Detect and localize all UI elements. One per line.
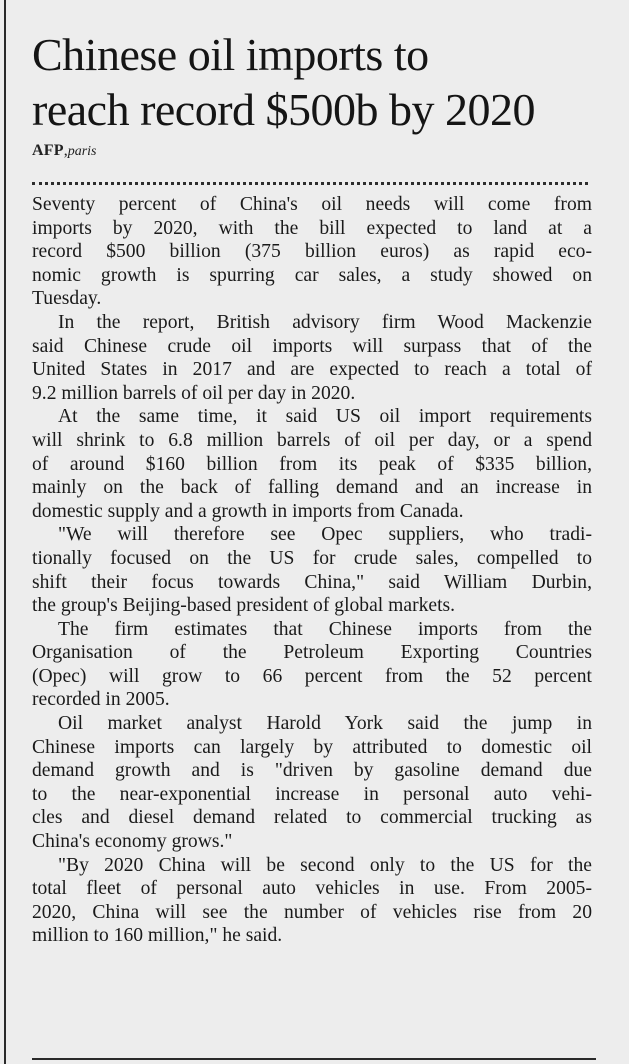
article-paragraph — [32, 712, 592, 854]
article-line: mainly on the back of falling demand and an increase in — [32, 477, 592, 499]
article-line: to the near-exponential increase in personal auto vehi- — [32, 783, 592, 805]
dotted-divider — [32, 182, 588, 185]
byline-agency: AFP — [32, 142, 64, 159]
article-line: the group's Beijing-based president of global markets. — [32, 595, 456, 617]
article-line: China's economy grows." — [32, 831, 233, 853]
article-paragraph — [32, 311, 592, 405]
column-rule-left — [4, 0, 6, 1064]
article-line: Organisation of the Petroleum Exporting Countries — [32, 642, 592, 664]
byline-city: paris — [67, 144, 97, 159]
byline-separator: , — [63, 142, 68, 159]
article-line: nomic growth is spurring car sales, a study showed on — [32, 264, 592, 286]
article-line: record $500 billion (375 billion euros) as rapid eco- — [32, 241, 592, 263]
article-line: said Chinese crude oil imports will surpass that of the — [32, 335, 592, 357]
article-line: cles and diesel demand related to commercial trucking as — [32, 807, 592, 829]
article-line: recorded in 2005. — [32, 689, 170, 711]
article-body — [32, 193, 592, 948]
article-line: 9.2 million barrels of oil per day in 2020. — [32, 382, 356, 404]
article-paragraph — [32, 405, 592, 523]
article-line: 2020, China will see the number of vehicles rise from 20 — [32, 901, 592, 923]
article-line: shift their focus towards China," said William Durbin, — [32, 571, 592, 593]
article-paragraph — [32, 854, 592, 948]
article-line: will shrink to 6.8 million barrels of oil per day, or a spend — [32, 429, 592, 451]
headline-line-2: reach record $500b by 2020 — [32, 84, 536, 135]
article-line: of around $160 billion from its peak of $335 billion, — [32, 453, 592, 475]
article-paragraph — [32, 523, 592, 617]
article-paragraph — [32, 618, 592, 712]
article-line: million to 160 million," he said. — [32, 925, 283, 947]
article-line: In the report, British advisory firm Wood Mackenzie — [58, 311, 592, 333]
article-line: Seventy percent of China's oil needs will come from — [32, 194, 592, 215]
byline — [32, 141, 97, 162]
bottom-rule — [32, 1058, 596, 1060]
article-line: imports by 2020, with the bill expected to land at a — [32, 217, 592, 239]
article-line: total fleet of personal auto vehicles in use. From 2005- — [32, 878, 592, 900]
headline — [32, 27, 617, 137]
article-line: (Opec) will grow to 66 percent from the 52 percent — [32, 665, 592, 687]
article-line: demand growth and is "driven by gasoline demand due — [32, 760, 592, 782]
article-line: Tuesday. — [32, 288, 102, 310]
article-paragraph — [32, 193, 592, 311]
article-line: Chinese imports can largely by attributed to domestic oil — [32, 736, 592, 758]
article-line: United States in 2017 and are expected to reach a total of — [32, 359, 592, 381]
article-line: "By 2020 China will be second only to the US for the — [58, 854, 592, 876]
article-line: "We will therefore see Opec suppliers, who tradi- — [58, 524, 592, 546]
article-line: At the same time, it said US oil import requirements — [58, 406, 592, 428]
article-line: The firm estimates that Chinese imports from the — [58, 618, 592, 640]
article-line: domestic supply and a growth in imports from Canada. — [32, 500, 464, 522]
headline-line-1: Chinese oil imports to — [32, 29, 429, 80]
article-line: Oil market analyst Harold York said the jump in — [58, 713, 592, 735]
article-line: tionally focused on the US for crude sales, compelled to — [32, 547, 592, 569]
